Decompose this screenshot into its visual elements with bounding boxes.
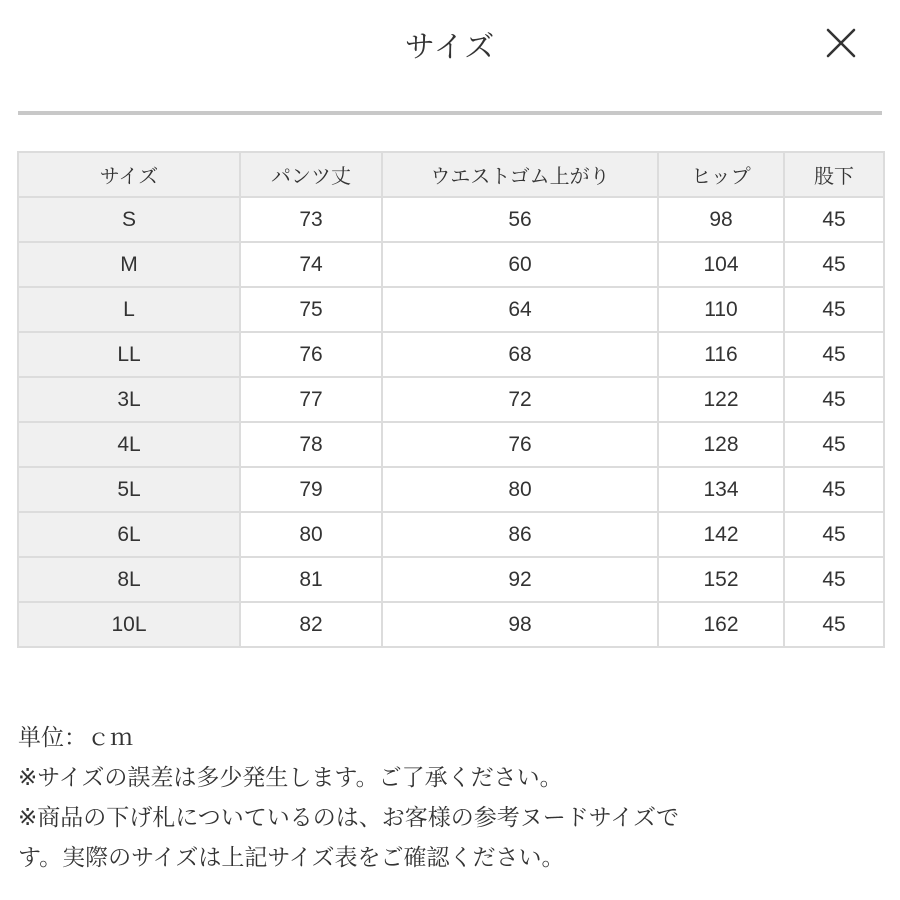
table-cell: 128 bbox=[658, 422, 784, 467]
table-cell: 78 bbox=[240, 422, 382, 467]
table-cell: 86 bbox=[382, 512, 658, 557]
table-cell: 81 bbox=[240, 557, 382, 602]
tag-note-line2: す。実際のサイズは上記サイズ表をご確認ください。 bbox=[18, 845, 565, 871]
table-cell: 162 bbox=[658, 602, 784, 647]
table-cell: 75 bbox=[240, 287, 382, 332]
row-size-label: 4L bbox=[18, 422, 240, 467]
table-cell: 80 bbox=[382, 467, 658, 512]
table-cell: 45 bbox=[784, 377, 884, 422]
row-size-label: LL bbox=[18, 332, 240, 377]
table-cell: 45 bbox=[784, 557, 884, 602]
table-cell: 45 bbox=[784, 467, 884, 512]
table-cell: 142 bbox=[658, 512, 784, 557]
row-size-label: 6L bbox=[18, 512, 240, 557]
table-cell: 56 bbox=[382, 197, 658, 242]
table-cell: 68 bbox=[382, 332, 658, 377]
table-cell: 45 bbox=[784, 422, 884, 467]
table-cell: 152 bbox=[658, 557, 784, 602]
close-icon bbox=[824, 26, 858, 60]
table-row bbox=[18, 332, 884, 377]
table-cell: 60 bbox=[382, 242, 658, 287]
table-cell: 76 bbox=[240, 332, 382, 377]
column-header-waist: ウエストゴム上がり bbox=[382, 152, 658, 197]
table-cell: 64 bbox=[382, 287, 658, 332]
table-cell: 98 bbox=[658, 197, 784, 242]
page-title: サイズ bbox=[404, 30, 496, 65]
row-size-label: S bbox=[18, 197, 240, 242]
table-cell: 79 bbox=[240, 467, 382, 512]
table-header-row bbox=[18, 152, 884, 197]
table-cell: 45 bbox=[784, 197, 884, 242]
close-button[interactable] bbox=[824, 26, 858, 60]
error-note: ※サイズの誤差は多少発生します。ご了承ください。 bbox=[18, 765, 563, 791]
table-cell: 98 bbox=[382, 602, 658, 647]
row-size-label: M bbox=[18, 242, 240, 287]
table-cell: 80 bbox=[240, 512, 382, 557]
table-cell: 45 bbox=[784, 602, 884, 647]
table-row bbox=[18, 377, 884, 422]
table-row bbox=[18, 557, 884, 602]
table-cell: 74 bbox=[240, 242, 382, 287]
table-cell: 45 bbox=[784, 242, 884, 287]
row-size-label: 3L bbox=[18, 377, 240, 422]
table-cell: 122 bbox=[658, 377, 784, 422]
column-header-pants-length: パンツ丈 bbox=[240, 152, 382, 197]
size-notes bbox=[18, 718, 878, 878]
column-header-hip: ヒップ bbox=[658, 152, 784, 197]
size-table bbox=[17, 151, 885, 648]
table-cell: 82 bbox=[240, 602, 382, 647]
column-header-inseam: 股下 bbox=[784, 152, 884, 197]
table-row bbox=[18, 287, 884, 332]
table-cell: 116 bbox=[658, 332, 784, 377]
modal-header bbox=[0, 0, 900, 112]
table-cell: 92 bbox=[382, 557, 658, 602]
table-row bbox=[18, 422, 884, 467]
table-row bbox=[18, 512, 884, 557]
table-cell: 77 bbox=[240, 377, 382, 422]
table-cell: 45 bbox=[784, 287, 884, 332]
column-header-size: サイズ bbox=[18, 152, 240, 197]
table-cell: 72 bbox=[382, 377, 658, 422]
table-row bbox=[18, 602, 884, 647]
row-size-label: L bbox=[18, 287, 240, 332]
table-cell: 104 bbox=[658, 242, 784, 287]
table-cell: 73 bbox=[240, 197, 382, 242]
row-size-label: 10L bbox=[18, 602, 240, 647]
table-row bbox=[18, 467, 884, 512]
table-body bbox=[18, 197, 884, 647]
row-size-label: 8L bbox=[18, 557, 240, 602]
table-row bbox=[18, 242, 884, 287]
table-row bbox=[18, 197, 884, 242]
table-cell: 134 bbox=[658, 467, 784, 512]
tag-note-line1: ※商品の下げ札についているのは、お客様の参考ヌードサイズで bbox=[18, 805, 679, 831]
unit-note: 単位：ｃｍ bbox=[18, 725, 133, 751]
table-cell: 45 bbox=[784, 332, 884, 377]
table-cell: 76 bbox=[382, 422, 658, 467]
table-cell: 45 bbox=[784, 512, 884, 557]
row-size-label: 5L bbox=[18, 467, 240, 512]
table-cell: 110 bbox=[658, 287, 784, 332]
header-divider bbox=[18, 111, 882, 115]
